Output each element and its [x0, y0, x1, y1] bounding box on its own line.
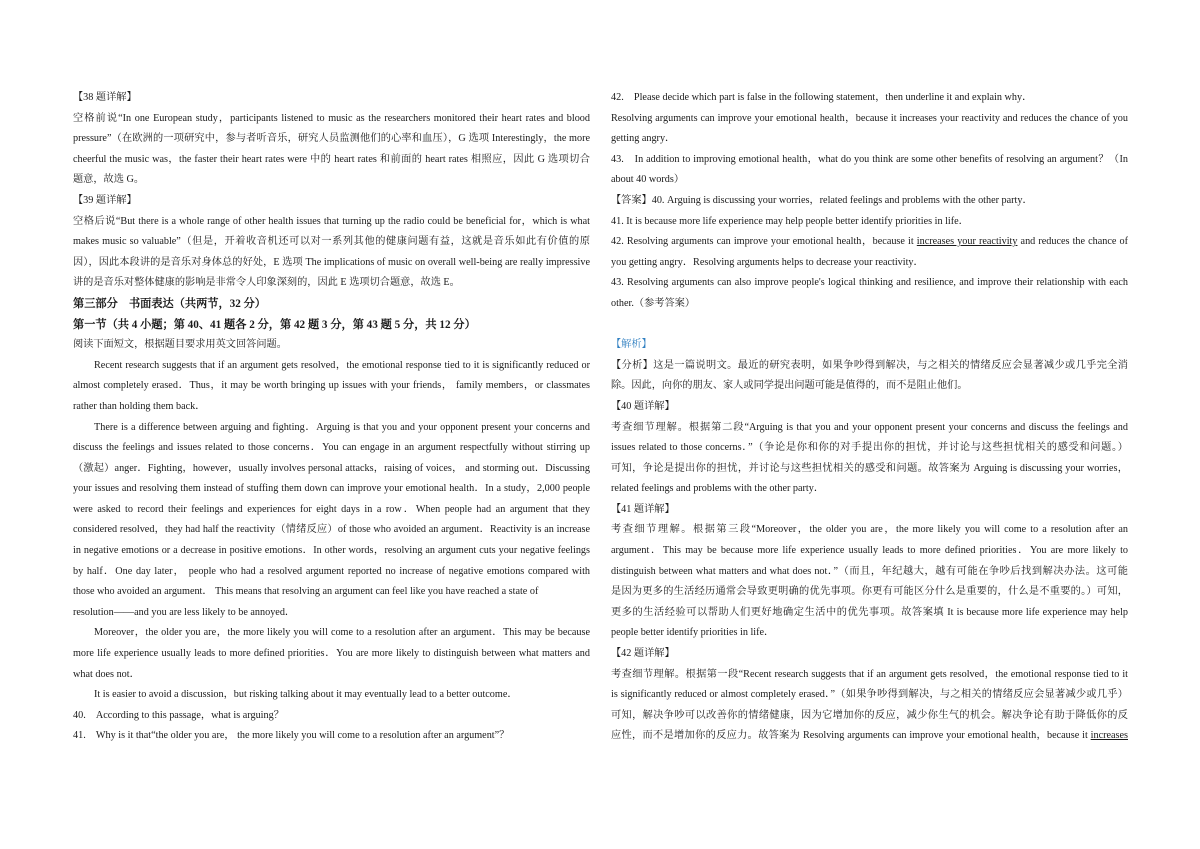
passage-line: what does not．	[73, 668, 140, 680]
passage-line: those who avoided an argument． This means that resolving an argument can feel like you have reached a state of	[73, 586, 539, 598]
text-line: about 40 words）	[611, 174, 685, 186]
section-heading-q42: 【42 题详解】	[611, 648, 675, 660]
answer-41: 41. It is because more life experience may help people better identify priorities in life．	[611, 215, 969, 227]
answer-42-cont: you getting angry．Resolving arguments helps to decrease your reactivity．	[611, 256, 924, 268]
underlined-phrase: increases your reactivity	[916, 236, 1018, 248]
passage-line: rather than holding them back．	[73, 400, 206, 412]
text-line: 可知，争论是提出你的担忧，并讨论与这些担忧相关的感受和问题。故答案为 Arguing is discussing your worries，	[611, 462, 1128, 474]
text-line: 空格前说“In one European study，participants listened to music as the researchers monitored their heart rates and blood	[73, 112, 590, 124]
analysis-heading: 【解析】	[611, 339, 652, 351]
passage-line: more life experience usually leads to more defined priorities．You are more likely to distinguish between what matters and	[73, 648, 590, 660]
passage-line: There is a difference between arguing and fighting．Arguing is that you and your opponent present your concerns and	[94, 421, 590, 433]
analysis-line: 除。因此，向你的朋友、家人或同学提出问题可能是值得的，而不是阻止他们。	[611, 380, 968, 392]
passage-line: Recent research suggests that if an argument gets resolved，the emotional response tied to it is significantly reduced or	[94, 359, 590, 371]
passage-line: Moreover，the older you are，the more likely you will come to a resolution after an argument．This may be because	[94, 627, 590, 639]
instruction-text: 阅读下面短文，根据题目要求用英文回答问题。	[73, 339, 287, 351]
text-line: 可知，解决争吵可以改善你的情绪健康，因为它增加你的反应，减少你生气的机会。解决争论有助于降低你的反	[611, 709, 1128, 721]
answer-43: 43. Resolving arguments can also improve people's logical thinking and resilience, and improve their relationship with each	[611, 277, 1128, 289]
text-line: getting angry．	[611, 133, 676, 145]
passage-line: were asked to record their feelings and experiences for eight days in a row．When people had an argument that they	[73, 503, 590, 515]
right-column	[611, 88, 1128, 747]
text-line: is significantly reduced or almost completely erased．”（如果争吵得到解决，与之相关的情绪反应会显著减少或几乎）	[611, 689, 1128, 701]
text-line: issues related to those concerns．”（争论是你和你的对手提出你的担忧，并讨论与这些担忧相关的感受和问题。）	[611, 442, 1128, 454]
passage-line: It is easier to avoid a discussion，but risking talking about it may eventually lead to a better outcome．	[94, 689, 518, 701]
section-heading-q39: 【39 题详解】	[73, 194, 137, 206]
text-line: 考查细节理解。根据第三段“Moreover，the older you are，the more likely you will come to a resolution after an	[611, 524, 1128, 536]
section-heading-q41: 【41 题详解】	[611, 503, 675, 515]
spacer	[611, 315, 1128, 336]
text-line: 空格后说“But there is a whole range of other health issues that turning up the radio could be beneficial for，which is what	[73, 215, 590, 227]
answer-40: 【答案】40. Arguing is discussing your worries，related feelings and problems with the other party．	[611, 194, 1033, 206]
question-41: 41. Why is it that“the older you are， the more likely you will come to a resolution after an argument”？	[73, 730, 510, 742]
passage-line: by half．One day later， people who had a resolved argument reported no increase of negative emotions compared with	[73, 565, 590, 577]
text-line: cheerful the music was，the faster their heart rates were 中的 heart rates 和前面的 heart rates 相照应，因此 G 选项切合	[73, 153, 590, 165]
text-line: makes music so valuable”（但是，开着收音机还可以对一系列其他的健康问题有益，这就是音乐如此有价值的原	[73, 236, 590, 248]
text-line: pressure”（在欧洲的一项研究中，参与者听音乐，研究人员监测他们的心率和血压），G 选项 Interestingly，the more	[73, 133, 590, 145]
passage-line: discuss the feelings and issues related to those concerns．You can engage in an argument respectfully without stirring up	[73, 442, 590, 454]
text-line: Resolving arguments can improve your emotional health，because it increases your reactivity and reduces the chance of you	[611, 112, 1128, 124]
question-42: 42. Please decide which part is false in the following statement，then underline it and explain why．	[611, 92, 1033, 103]
text-line: distinguish between what matters and what does not．”（而且，年纪越大，越有可能在争吵后找到解决办法。这可能	[611, 565, 1128, 577]
passage-line: in negative emotions or a decrease in positive emotions．In other words，resolving an argument cuts your negative feelings	[73, 545, 590, 557]
passage-line: resolution——and you are less likely to be annoyed．	[73, 606, 296, 618]
section-heading-q38: 【38 题详解】	[73, 92, 137, 103]
passage-line: （激起）anger．Fighting，however，usually involves personal attacks，raising of voices， and storming out．Discussing	[73, 462, 590, 474]
text-line: 是因为更多的生活经历通常会导致更明确的优先事项。你更有可能区分什么是重要的，什么是不重要的。）可知，	[611, 586, 1128, 598]
part-three-heading: 第三部分 书面表达（共两节，32 分）	[73, 297, 266, 310]
section-heading-q40: 【40 题详解】	[611, 400, 675, 412]
underlined-phrase: increases	[1090, 730, 1128, 742]
passage-line: almost completely erased．Thus，it may be worth bringing up issues with your friends， family members，or classmates	[73, 380, 590, 392]
text-line: 更多的生活经验可以帮助人们更好地确定生活中的优先事项。故答案填 It is because more life experience may help	[611, 606, 1128, 618]
question-43: 43. In addition to improving emotional health，what do you think are some other benefits of resolving an argument？（In	[611, 153, 1128, 165]
passage-line: your issues and resolving them instead of stuffing them down can improve your emotional health．In a study，2,000 people	[73, 483, 590, 495]
text-line: 应性，而不是增加你的反应力。故答案为 Resolving arguments can improve your emotional health，because it increases	[611, 730, 1128, 742]
text-line: 考查细节理解。根据第二段“Arguing is that you and your opponent present your concerns and discuss the feelings and	[611, 421, 1128, 433]
section-one-heading: 第一节（共 4 小题；第 40、41 题各 2 分，第 42 题 3 分，第 43 题 5 分，共 12 分）	[73, 318, 476, 331]
analysis-line: 【分析】这是一篇说明文。最近的研究表明，如果争吵得到解决，与之相关的情绪反应会显著减少或几乎完全消	[611, 359, 1128, 371]
left-column	[73, 88, 590, 747]
text-line: 讲的是音乐对整体健康的影响是非常令人印象深刻的，因此 E 选项切合题意，故选 E。	[73, 277, 460, 289]
answer-42: 42. Resolving arguments can improve your emotional health，because it increases your reactivity and reduces the chance of	[611, 236, 1128, 248]
answer-43-cont: other.（参考答案）	[611, 297, 696, 309]
text-line: people better identify priorities in life．	[611, 627, 775, 639]
passage-line: considered resolved，they had half the reactivity（情绪反应）of those who avoided an argument．Reactivity is an increase	[73, 524, 590, 536]
text-line: 因），因此本段讲的是音乐对身体总的好处，E 选项 The implications of music on overall well-being are really impressive	[73, 256, 590, 268]
text-line: argument．This may be because more life experience usually leads to more defined priorities．You are more likely to	[611, 545, 1128, 557]
question-40: 40. According to this passage，what is arguing？	[73, 709, 284, 721]
text-line: 题意，故选 G。	[73, 174, 145, 186]
text-line: related feelings and problems with the other party．	[611, 483, 825, 495]
text-line: 考查细节理解。根据第一段“Recent research suggests that if an argument gets resolved，the emotional response tied to it	[611, 668, 1128, 680]
